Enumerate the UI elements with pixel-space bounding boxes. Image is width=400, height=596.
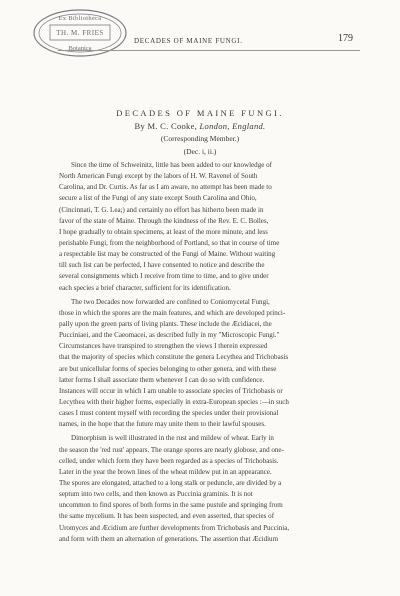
author-name: By M. C. Cooke, (134, 121, 198, 131)
running-head: DECADES OF MAINE FUNGI. (134, 37, 243, 45)
text-line: a respectable list may be constructed of the Fungi of Maine. Without waiting (59, 250, 276, 259)
paragraph (59, 297, 363, 431)
stamp-owner-text: TH. M. FRIES (56, 29, 104, 37)
author-line (0, 121, 400, 131)
text-line: names, in the hope that the future may unite them to their lawful spouses. (59, 420, 266, 429)
text-line: pally upon the green parts of living plants. These include the Æcidiacei, the (59, 319, 272, 328)
text-line: the same mycelium. It has been suspected, and even asserted, that species of (59, 512, 275, 521)
text-line: that the majority of species which constitute the genera Lecythea and Trichobasis (59, 353, 289, 362)
text-line: perishable Fungi, from the neighborhood of Portland, so that in course of time (59, 238, 280, 247)
header-rule (58, 50, 360, 51)
text-line: North American Fungi except by the labors of H. W. Ravenel of South (59, 172, 258, 181)
page-number: 179 (338, 33, 353, 44)
stamp-top-text: Ex Bibliotheca (58, 15, 102, 22)
text-line: (Cincinnati, T. G. Lea;) and certainly no effort has hitherto been made in (59, 205, 264, 214)
paragraph (59, 160, 363, 294)
text-line: those in which the spores are the main features, and which are developed princi- (59, 308, 286, 317)
text-line: celled, under which form they have been regarded as a species of Trichobasis. (59, 456, 279, 465)
text-line: The two Decades now forwarded are confined to Coniomycetal Fungi, (71, 297, 270, 306)
text-line: the season the 'red rust' appears. The orange spores are nearly globose, and one- (59, 445, 284, 454)
text-line: uncommon to find spores of both forms in the same pustule and springing from (59, 501, 283, 510)
text-line: secure a list of the Fungi of any state except South Carolina and Ohio, (59, 194, 257, 203)
text-line: Lecythea with their higher forms, especially in extra-European species :—in such (59, 397, 289, 406)
text-line: are but unicellular forms of species belonging to other genera, and with these (59, 364, 277, 373)
text-line: Dimorphism is well illustrated in the rust and mildew of wheat. Early in (71, 434, 274, 443)
decades-note: (Dec. i, ii.) (183, 147, 217, 156)
text-line: The spores are elongated, attached to a long stalk or peduncle, are divided by a (59, 478, 282, 487)
text-line: latter forms I shall associate them whenever I can do so with confidence. (59, 375, 265, 384)
member-note: (Corresponding Member.) (160, 134, 240, 143)
text-line: several consignments which I receive from time to time, and to give under (59, 272, 269, 281)
paragraph (59, 433, 363, 544)
text-line: Carolina, and Dr. Curtis. As far as I am aware, no attempt has been made to (59, 183, 272, 192)
text-line: cases I must content myself with recording the species under their provisional (59, 409, 279, 418)
article-title: DECADES OF MAINE FUNGI. (116, 108, 284, 118)
text-line: and form with them an alternation of generations. The assertion that Æcidium (59, 534, 279, 543)
text-line: Circumstances have transpired to strengthen the views I therein expressed (59, 342, 268, 351)
text-line: Pucciniaei, and the Caeomacei, as described fully in my "Microscopic Fungi." (59, 331, 280, 340)
text-line: septum into two cells, and then known as Puccinia graminis. It is not (59, 490, 253, 499)
text-line: favor of the state of Maine. Through the kindness of the Rev. E. C. Bolles, (59, 216, 269, 225)
text-line: Instances will occur in which I am unable to associate species of Trichobasis or (59, 386, 283, 395)
stamp-bottom-text: Botanica (68, 45, 92, 52)
text-line: Uromyces and Æcidium are further developments from Trichobasis and Puccinia, (59, 523, 290, 532)
text-line: till such list can be perfected, I have consented to notice and describe the (59, 261, 265, 270)
text-line: I hope gradually to obtain specimens, at least of the more minute, and less (59, 227, 268, 236)
article-body (59, 160, 363, 545)
text-line: Since the time of Schweinitz, little has been added to our knowledge of (71, 161, 272, 169)
text-line: Later in the year the brown lines of the wheat mildew put in an appearance. (59, 467, 272, 476)
author-place: London, England. (199, 121, 266, 131)
text-line: each species a brief character, sufficient for its identification. (59, 283, 231, 292)
